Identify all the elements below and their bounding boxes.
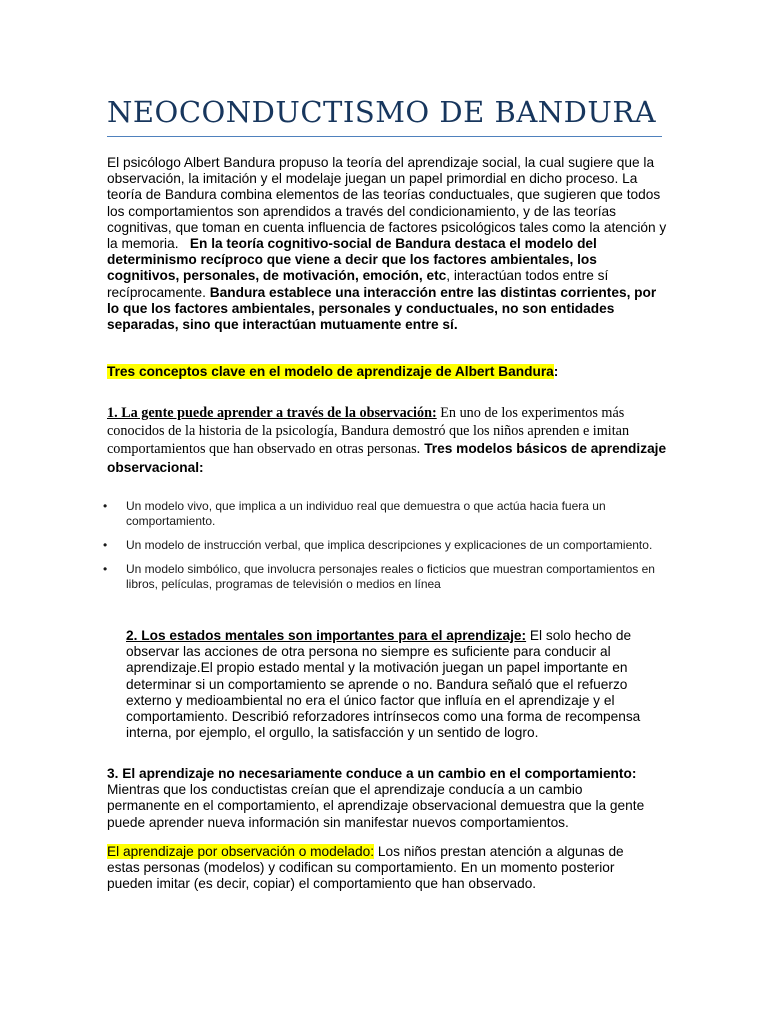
modeling-paragraph	[107, 844, 657, 893]
title-underline-rule	[107, 136, 662, 137]
intro-paragraph	[107, 155, 667, 333]
concept-3-heading: 3. El aprendizaje no necesariamente conduce a un cambio en el comportamiento:	[107, 766, 637, 781]
concept-3-paragraph	[107, 766, 657, 831]
modeling-text: Los niños prestan atención a algunas de estas personas (modelos) y codifican su comportamiento. En un momento posterior pueden imitar (es decir, copiar) el comportamiento que han observado.	[107, 844, 624, 892]
concept-2-heading: 2. Los estados mentales son importantes para el aprendizaje:	[126, 628, 527, 643]
intro-bold-interaction: Bandura establece una interacción entre las distintas corrientes, por lo que los factores ambientales, personales y conductuales, no son entidades separadas, sino que interactúan mutuamente entre sí.	[107, 284, 657, 333]
intro-text-2: , interactúan todos entre sí recíprocamente.	[107, 268, 609, 300]
list-item	[100, 562, 660, 592]
intro-bold-determinism: En la teoría cognitivo-social de Bandura destaca el modelo del determinismo recíproco que viene a decir que los factores ambientales, los cognitivos, personales, de motivación, emoción, etc	[107, 236, 597, 284]
key-concepts-colon: :	[553, 364, 559, 379]
observational-models-list	[100, 499, 660, 601]
concept-1-text: En uno de los experimentos más conocidos de la historia de la psicología, Bandura demostró que los niños aprenden e imitan comportamientos que han observado en otras personas.	[107, 405, 630, 457]
page-title: NEOCONDUCTISMO DE BANDURA	[107, 95, 657, 129]
bullet-icon: •	[103, 538, 108, 552]
list-item-text: Un modelo de instrucción verbal, que implica descripciones y explicaciones de un comportamiento.	[126, 538, 653, 552]
key-concepts-heading	[107, 364, 667, 380]
concept-2-paragraph	[126, 628, 641, 741]
concept-1-models-heading: Tres modelos básicos de aprendizaje observacional:	[107, 441, 667, 475]
concept-1-heading: 1. La gente puede aprender a través de la observación:	[107, 405, 437, 421]
key-concepts-highlight: Tres conceptos clave en el modelo de aprendizaje de Albert Bandura	[107, 364, 554, 379]
bullet-icon: •	[103, 562, 108, 576]
list-item-text: Un modelo vivo, que implica a un individuo real que demuestra o que actúa hacia fuera un comportamiento.	[126, 499, 606, 528]
modeling-highlight: El aprendizaje por observación o modelado:	[107, 844, 375, 859]
list-item-text: Un modelo simbólico, que involucra personajes reales o ficticios que muestran comportamientos en libros, películas, programas de televisión o medios en línea	[126, 562, 655, 591]
concept-2-text: El solo hecho de observar las acciones de otra persona no siempre es suficiente para conducir al aprendizaje.El propio estado mental y la motivación juegan un papel importante en determinar si un comportamiento se aprende o no. Bandura señaló que el refuerzo externo y medioambiental no era el único factor que influía en el aprendizaje y el comportamiento. Describió reforzadores intrínsecos como una forma de recompensa interna, por ejemplo, el orgullo, la satisfacción y un sentido de logro.	[126, 628, 641, 741]
list-item	[100, 538, 660, 553]
concept-3-text: Mientras que los conductistas creían que el aprendizaje conducía a un cambio permanente en el comportamiento, el aprendizaje observacional demuestra que la gente puede aprender nueva información sin manifestar nuevos comportamientos.	[107, 782, 645, 830]
bullet-icon: •	[103, 499, 108, 513]
concept-1-paragraph	[107, 405, 667, 477]
intro-text: El psicólogo Albert Bandura propuso la teoría del aprendizaje social, la cual sugiere que la observación, la imitación y el modelaje juegan un papel primordial en dicho proceso. La teoría de Bandura combina elementos de las teorías conductuales, que sugieren que todos los comportamientos son aprendidos a través del condicionamiento, y de las teorías cognitivas, que toman en cuenta influencia de factores psicológicos tales como la atención y la memoria.	[107, 155, 667, 252]
list-item	[100, 499, 660, 529]
